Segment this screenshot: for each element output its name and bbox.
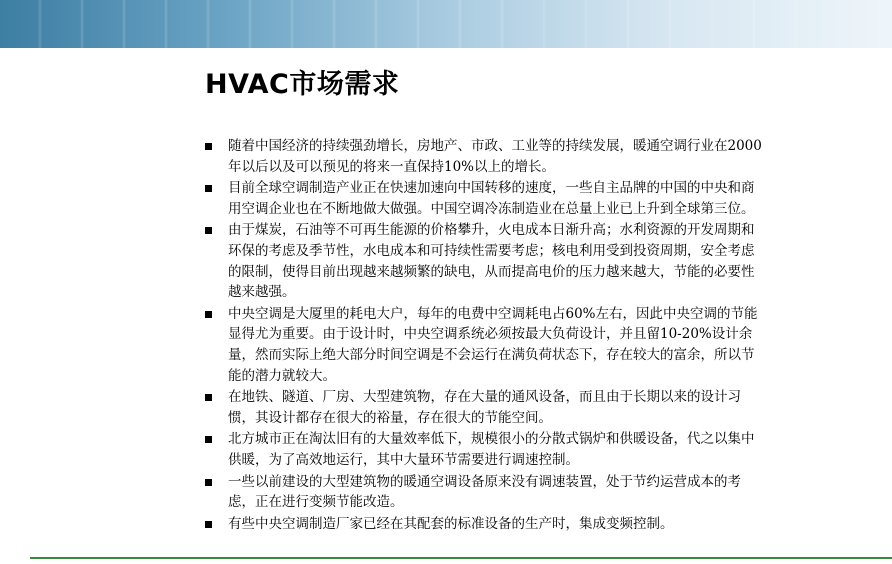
bullet-text: 一些以前建设的大型建筑物的暖通空调设备原来没有调速装置，处于节约运营成本的考虑，正在进行变频节能改造。 bbox=[228, 473, 741, 511]
square-bullet-icon bbox=[205, 394, 212, 401]
bullet-item bbox=[205, 387, 765, 428]
bullet-item bbox=[205, 136, 765, 177]
header-band bbox=[0, 0, 892, 48]
square-bullet-icon bbox=[205, 185, 212, 192]
bullet-item bbox=[205, 220, 765, 302]
bullet-text: 中央空调是大厦里的耗电大户，每年的电费中空调耗电占60%左右，因此中央空调的节能显得尤为重要。由于设计时，中央空调系统必须按最大负荷设计，并且留10-20%设计余量，然而实际上绝大部分时间空调是不会运行在满负荷状态下，存在较大的富余，所以节能的潜力就较大。 bbox=[228, 305, 758, 384]
slide-title: HVAC市场需求 bbox=[205, 69, 400, 100]
bullet-item bbox=[205, 514, 765, 535]
bullet-text: 在地铁、隧道、厂房、大型建筑物，存在大量的通风设备，而且由于长期以来的设计习惯，其设计都存在很大的裕量，存在很大的节能空间。 bbox=[228, 389, 741, 426]
square-bullet-icon bbox=[205, 521, 212, 528]
bullet-text: 由于煤炭，石油等不可再生能源的价格攀升，火电成本日渐升高；水利资源的开发周期和环保的考虑及季节性，水电成本和可持续性需要考虑；核电利用受到投资周期，安全考虑的限制，使得目前出现越来越频繁的缺电，从而提高电价的压力越来越大，节能的必要性越来越强。 bbox=[228, 222, 755, 301]
bullet-item bbox=[205, 178, 765, 219]
square-bullet-icon bbox=[205, 479, 212, 486]
bullet-item bbox=[205, 429, 765, 470]
bullet-text: 北方城市正在淘汰旧有的大量效率低下，规模很小的分散式锅炉和供暖设备，代之以集中供暖，为了高效地运行，其中大量环节需要进行调速控制。 bbox=[228, 431, 755, 468]
square-bullet-icon bbox=[205, 143, 212, 150]
square-bullet-icon bbox=[205, 311, 212, 318]
square-bullet-icon bbox=[205, 436, 212, 443]
square-bullet-icon bbox=[205, 227, 212, 234]
bullet-item bbox=[205, 472, 765, 513]
footer-divider bbox=[30, 557, 892, 559]
bullet-text: 随着中国经济的持续强劲增长，房地产、市政、工业等的持续发展，暖通空调行业在2000年以后以及可以预见的将来一直保持10%以上的增长。 bbox=[228, 138, 762, 175]
bullet-text: 有些中央空调制造厂家已经在其配套的标准设备的生产时，集成变频控制。 bbox=[228, 515, 674, 532]
bullet-text: 目前全球空调制造产业正在快速加速向中国转移的速度，一些自主品牌的中国的中央和商用空调企业也在不断地做大做强。中国空调冷冻制造业在总量上业已上升到全球第三位。 bbox=[228, 180, 755, 217]
bullet-item bbox=[205, 304, 765, 386]
bullet-list bbox=[205, 136, 765, 535]
